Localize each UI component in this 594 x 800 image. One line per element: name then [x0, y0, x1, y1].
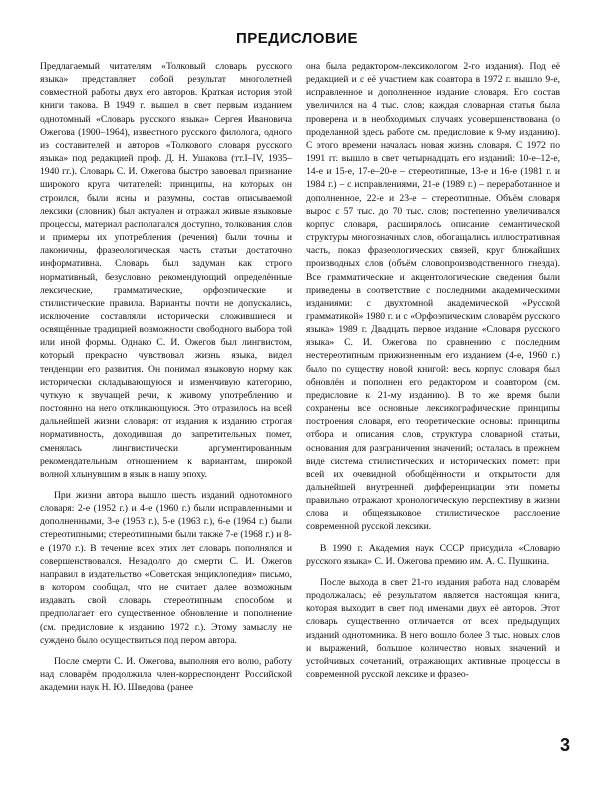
paragraph: В 1990 г. Академия наук СССР присудила «Словарю русского языка» С. И. Ожегова премию им. А. С. Пушкина. — [306, 542, 560, 567]
left-column — [40, 60, 292, 694]
paragraph: После выхода в свет 21-го издания работа над словарём продолжалась; её результатом является настоящая книга, которая выходит в свет под именами двух её авторов. Этот словарь существенно отличается от всех предыдущих изданий однотомника. В него вошло более 3 тыс. новых слов и выражений, большое количество новых значений и устойчивых сочетаний, отражающих активные процессы в современной русской лексике и фразео- — [306, 576, 560, 681]
right-column — [306, 60, 560, 681]
paragraph: После смерти С. И. Ожегова, выполняя его волю, работу над словарём продолжила член-корреспондент Российской академии наук Н. Ю. Шведова (ранее — [40, 655, 292, 694]
paragraph: При жизни автора вышло шесть изданий однотомного словаря: 2-е (1952 г.) и 4-е (1960 г.) были исправленными и дополненными, 3-е (1953 г.), 5-е (1963 г.), 6-е (1964 г.) были стереотипными; стереотипными были также 7-е (1968 г.) и 8-е (1970 г.). В течение всех этих лет словарь пополнялся и совершенствовался. Незадолго до смерти С. И. Ожегов направил в издательство «Советская энциклопедия» письмо, в котором сообщал, что не считает далее возможным издавать свой словарь стереотипным способом и предполагает его существенное обновление и пополнение (см. предисловие к изданию 1972 г.). Этому замыслу не суждено было осуществиться под пером автора. — [40, 490, 292, 646]
paragraph: она была редактором-лексикологом 2-го издания). Под её редакцией и с её участием как соавтора в 1972 г. вышло 9-е, исправленное и дополненное издание словаря. Его состав увеличился на 4 тыс. слов; каждая словарная статья была проверена и в необходимых случаях усовершенствована (о проделанной здесь работе см. предисловие к 9-му изданию). С этого времени началась новая жизнь словаря. С 1972 по 1991 гг. вышло в свет четырнадцать его изданий: 10-е–12-е, 14-е и 15-е, 17-е–20-е – стереотипные, 13-е и 16-е (1981 г. и 1984 г.) – с исправлениями, 21-е (1989 г.) – переработанное и дополненное, 22-е и 23-е – стереотипные. Объём словаря вырос с 57 тыс. до 70 тыс. слов; постепенно увеличивался корпус словаря, расширялось описание семантической структуры многозначных слов, обогащались иллюстративная часть, показ фразеологических связей, круг ближайших производных слов (объём словопроизводственного гнезда). Все грамматические и акцентологические сведения были приведены в соответствие с последними академическими изданиями: с двухтомной академической «Русской грамматикой» 1980 г. и с «Орфоэпическим словарём русского языка» 1989 г. Двадцать первое издание «Словаря русского языка» С. И. Ожегова по сравнению с последним нестереотипным прижизненным его изданием (4-е, 1960 г.) было по существу новой книгой: весь корпус словаря был обновлён и пополнен его редактором и соавтором (см. предисловие к 21-му изданию). В то же время были сохранены все основные лексикографические принципы построения словаря, его теоретические основы: принципы отбора и описания слов, структура словарной статьи, основания для разграничения значений; осталась в прежнем виде система стилистических и исторических помет: при всей их очевидной обобщённости и открытости для дальнейшей внутренней дифференциации эти пометы правильно отражают хронологическую перспективу в жизни слова и общеязыковое стилистическое расслоение современной русской лексики. — [306, 61, 560, 533]
paragraph: Предлагаемый читателям «Толковый словарь русского языка» представляет собой результат многолетней совместной работы двух его авторов. Краткая история этой книги такова. В 1949 г. вышел в свет первым изданием однотомный «Словарь русского языка» Сергея Ивановича Ожегова (1900–1964), известного русского филолога, одного из составителей и авторов «Толкового словаря русского языка» под редакцией проф. Д. Н. Ушакова (тт.I–IV, 1935–1940 гг.). Словарь С. И. Ожегова быстро завоевал признание широкого круга читателей: принципы, на которых он строился, были ясны и разумны, состав описываемой лексики (словник) был актуален и отражал живые языковые процессы, материал располагался доступно, толкования слов и примеры их употребления (речения) были точны и лаконичны, фразеологическая часть статьи достаточно информативна. Словарь был задуман как строго нормативный, безусловно рекомендующий определённые лексические, грамматические, орфоэпические и стилистические правила. Варианты почти не допускались, исключение составляли исторически сложившиеся и освящённые традицией возможности свободного выбора той или иной формы. Однако С. И. Ожегов был лингвистом, который прекрасно чувствовал жизнь языка, видел тенденции его развития. Он понимал языковую норму как исторически складывающуюся и изменчивую категорию, чуткую к звучащей речи, к живому употреблению и постоянно на него откликающуюся. Это отразилось на всей дальнейшей жизни словаря: от издания к изданию строгая нормативность, доходившая до запретительных помет, сменялась лингвистически аргументированным рекомендательным отношением к вариантам, широкой волной хлынувшим в язык в нашу эпоху. — [40, 61, 292, 480]
page-title: ПРЕДИСЛОВИЕ — [235, 30, 359, 47]
page-number: 3 — [559, 735, 570, 755]
